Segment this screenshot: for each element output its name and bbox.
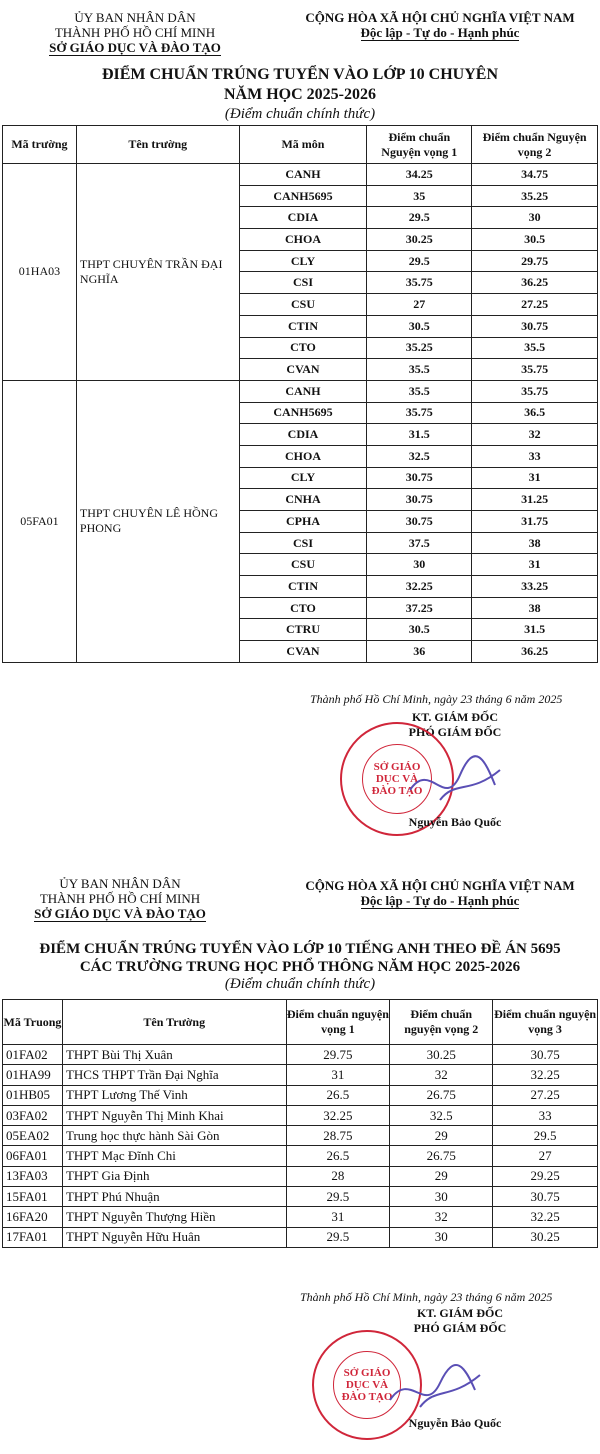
score-cell: 36.25 bbox=[472, 272, 598, 294]
score-cell: 29.25 bbox=[493, 1166, 598, 1186]
table-row bbox=[3, 1105, 598, 1125]
score-cell: 27 bbox=[367, 294, 472, 316]
score-cell: 29.75 bbox=[286, 1045, 390, 1065]
score-cell: 32.25 bbox=[286, 1105, 390, 1125]
school-code-cell: 01HB05 bbox=[3, 1085, 63, 1105]
doc2-nation-header bbox=[290, 878, 590, 909]
school-name-cell: THPT Gia Định bbox=[62, 1166, 286, 1186]
score-cell: 30.5 bbox=[472, 229, 598, 251]
score-cell: 31 bbox=[472, 554, 598, 576]
subject-code-cell: CSU bbox=[239, 294, 367, 316]
score-cell: 35.5 bbox=[367, 380, 472, 402]
header-cell: Tên trường bbox=[76, 126, 239, 164]
agency-line2: THÀNH PHỐ HỒ CHÍ MINH bbox=[54, 25, 216, 40]
school-name-cell: THPT Mạc Đĩnh Chi bbox=[62, 1146, 286, 1166]
doc1-nation-header bbox=[290, 10, 590, 41]
agency-line1: ỦY BAN NHÂN DÂN bbox=[74, 10, 196, 25]
doc2-title-line1: ĐIỂM CHUẨN TRÚNG TUYỂN VÀO LỚP 10 TIẾNG ANH THEO ĐỀ ÁN 5695 bbox=[39, 941, 561, 957]
subject-code-cell: CVAN bbox=[239, 359, 367, 381]
score-cell: 33 bbox=[493, 1105, 598, 1125]
score-cell: 31.5 bbox=[367, 424, 472, 446]
school-code-cell: 01HA99 bbox=[3, 1065, 63, 1085]
table-row bbox=[3, 1166, 598, 1186]
subject-code-cell: CANH5695 bbox=[239, 402, 367, 424]
school-name-cell: Trung học thực hành Sài Gòn bbox=[62, 1126, 286, 1146]
score-cell: 36.5 bbox=[472, 402, 598, 424]
score-cell: 36.25 bbox=[472, 641, 598, 663]
score-cell: 27.25 bbox=[493, 1085, 598, 1105]
school-code-cell: 05EA02 bbox=[3, 1126, 63, 1146]
doc1-title-line1: ĐIỂM CHUẨN TRÚNG TUYỂN VÀO LỚP 10 CHUYÊN bbox=[101, 66, 499, 83]
subject-code-cell: CANH bbox=[239, 380, 367, 402]
score-cell: 35.75 bbox=[367, 272, 472, 294]
table-row bbox=[3, 1085, 598, 1105]
score-cell: 30.75 bbox=[472, 315, 598, 337]
doc2-sign-block bbox=[385, 1306, 535, 1336]
score-cell: 32.5 bbox=[390, 1105, 493, 1125]
score-cell: 30 bbox=[390, 1227, 493, 1247]
school-code-cell: 06FA01 bbox=[3, 1146, 63, 1166]
score-cell: 30.75 bbox=[367, 489, 472, 511]
score-cell: 32.25 bbox=[367, 576, 472, 598]
sign-title2: PHÓ GIÁM ĐỐC bbox=[408, 725, 502, 739]
header-cell: Mã trường bbox=[3, 126, 77, 164]
school-name-cell: THPT Phú Nhuận bbox=[62, 1187, 286, 1207]
score-cell: 30.75 bbox=[493, 1187, 598, 1207]
doc2-date-line: Thành phố Hồ Chí Minh, ngày 23 tháng 6 năm 2025 bbox=[300, 1290, 553, 1304]
score-cell: 37.5 bbox=[367, 532, 472, 554]
score-cell: 30.25 bbox=[367, 229, 472, 251]
score-cell: 35 bbox=[367, 185, 472, 207]
subject-code-cell: CTO bbox=[239, 337, 367, 359]
school-name-cell: THPT Nguyễn Thượng Hiền bbox=[62, 1207, 286, 1227]
table-row bbox=[3, 1187, 598, 1207]
signature-scribble bbox=[380, 1345, 490, 1425]
header-cell: Điểm chuẩn nguyện vọng 2 bbox=[390, 1000, 493, 1045]
score-cell: 28 bbox=[286, 1166, 390, 1186]
doc1-agency-header bbox=[20, 10, 250, 56]
score-cell: 35.25 bbox=[367, 337, 472, 359]
school-name-cell: THPT Nguyễn Hữu Huân bbox=[62, 1227, 286, 1247]
doc1-date-line: Thành phố Hồ Chí Minh, ngày 23 tháng 6 năm 2025 bbox=[310, 692, 563, 706]
score-cell: 29.5 bbox=[286, 1187, 390, 1207]
nation-line1: CỘNG HÒA XÃ HỘI CHỦ NGHĨA VIỆT NAM bbox=[305, 10, 575, 25]
table-row bbox=[3, 1045, 598, 1065]
school-code-cell: 01HA03 bbox=[3, 164, 77, 381]
score-cell: 35.75 bbox=[472, 380, 598, 402]
school-name-cell: THPT Lương Thế Vinh bbox=[62, 1085, 286, 1105]
nation-line2: Độc lập - Tự do - Hạnh phúc bbox=[360, 25, 520, 40]
table-row bbox=[3, 164, 598, 186]
score-cell: 27.25 bbox=[472, 294, 598, 316]
score-cell: 30.75 bbox=[367, 467, 472, 489]
subject-code-cell: CLY bbox=[239, 250, 367, 272]
subject-code-cell: CVAN bbox=[239, 641, 367, 663]
subject-code-cell: CTIN bbox=[239, 315, 367, 337]
school-code-cell: 17FA01 bbox=[3, 1227, 63, 1247]
subject-code-cell: CHOA bbox=[239, 445, 367, 467]
score-cell: 31.75 bbox=[472, 511, 598, 533]
score-cell: 34.75 bbox=[472, 164, 598, 186]
header-cell: Mã Truong bbox=[3, 1000, 63, 1045]
header-cell: Điểm chuẩn nguyện vọng 1 bbox=[286, 1000, 390, 1045]
table-row bbox=[3, 1227, 598, 1247]
score-cell: 38 bbox=[472, 597, 598, 619]
score-cell: 30 bbox=[472, 207, 598, 229]
score-cell: 28.75 bbox=[286, 1126, 390, 1146]
score-cell: 32.25 bbox=[493, 1065, 598, 1085]
score-cell: 26.75 bbox=[390, 1085, 493, 1105]
school-name-cell: THPT Bùi Thị Xuân bbox=[62, 1045, 286, 1065]
score-cell: 26.75 bbox=[390, 1146, 493, 1166]
score-cell: 29.5 bbox=[286, 1227, 390, 1247]
subject-code-cell: CDIA bbox=[239, 207, 367, 229]
score-cell: 34.25 bbox=[367, 164, 472, 186]
table-row bbox=[3, 1065, 598, 1085]
doc1-title-line2: NĂM HỌC 2025-2026 bbox=[224, 86, 376, 103]
score-cell: 27 bbox=[493, 1146, 598, 1166]
school-name-cell: THPT CHUYÊN LÊ HỒNG PHONG bbox=[76, 380, 239, 662]
nation-line2: Độc lập - Tự do - Hạnh phúc bbox=[360, 893, 520, 908]
score-cell: 32.25 bbox=[493, 1207, 598, 1227]
header-cell: Điểm chuẩn nguyện vọng 3 bbox=[493, 1000, 598, 1045]
score-cell: 30.25 bbox=[493, 1227, 598, 1247]
doc1-table bbox=[2, 125, 598, 663]
school-code-cell: 15FA01 bbox=[3, 1187, 63, 1207]
school-code-cell: 13FA03 bbox=[3, 1166, 63, 1186]
school-code-cell: 01FA02 bbox=[3, 1045, 63, 1065]
subject-code-cell: CTRU bbox=[239, 619, 367, 641]
score-cell: 32 bbox=[390, 1207, 493, 1227]
school-name-cell: THCS THPT Trần Đại Nghĩa bbox=[62, 1065, 286, 1085]
subject-code-cell: CSI bbox=[239, 272, 367, 294]
sign-title2: PHÓ GIÁM ĐỐC bbox=[413, 1321, 507, 1335]
score-cell: 35.5 bbox=[472, 337, 598, 359]
score-cell: 30.75 bbox=[493, 1045, 598, 1065]
subject-code-cell: CTIN bbox=[239, 576, 367, 598]
score-cell: 30.75 bbox=[367, 511, 472, 533]
score-cell: 33.25 bbox=[472, 576, 598, 598]
subject-code-cell: CSU bbox=[239, 554, 367, 576]
score-cell: 36 bbox=[367, 641, 472, 663]
score-cell: 31 bbox=[286, 1065, 390, 1085]
table-row bbox=[3, 1207, 598, 1227]
score-cell: 30.5 bbox=[367, 619, 472, 641]
header-cell: Điểm chuẩn Nguyện vọng 2 bbox=[472, 126, 598, 164]
doc2-subtitle: (Điểm chuẩn chính thức) bbox=[224, 976, 376, 992]
score-cell: 35.5 bbox=[367, 359, 472, 381]
sign-title1: KT. GIÁM ĐỐC bbox=[411, 710, 499, 724]
score-cell: 31 bbox=[286, 1207, 390, 1227]
school-name-cell: THPT CHUYÊN TRẦN ĐẠI NGHĨA bbox=[76, 164, 239, 381]
agency-line3: SỞ GIÁO DỤC VÀ ĐÀO TẠO bbox=[49, 40, 221, 55]
subject-code-cell: CANH5695 bbox=[239, 185, 367, 207]
signature-scribble bbox=[400, 740, 510, 820]
score-cell: 30.5 bbox=[367, 315, 472, 337]
score-cell: 29 bbox=[390, 1166, 493, 1186]
score-cell: 32 bbox=[472, 424, 598, 446]
doc1-subtitle: (Điểm chuẩn chính thức) bbox=[224, 106, 376, 122]
score-cell: 26.5 bbox=[286, 1146, 390, 1166]
agency-line2: THÀNH PHỐ HỒ CHÍ MINH bbox=[39, 891, 201, 906]
score-cell: 35.75 bbox=[367, 402, 472, 424]
agency-line1: ỦY BAN NHÂN DÂN bbox=[59, 876, 181, 891]
header-cell: Tên Trường bbox=[62, 1000, 286, 1045]
subject-code-cell: CDIA bbox=[239, 424, 367, 446]
doc2-signer: Nguyễn Bảo Quốc bbox=[408, 1416, 502, 1430]
school-name-cell: THPT Nguyễn Thị Minh Khai bbox=[62, 1105, 286, 1125]
agency-line3: SỞ GIÁO DỤC VÀ ĐÀO TẠO bbox=[34, 906, 206, 921]
score-cell: 32.5 bbox=[367, 445, 472, 467]
table-header-row bbox=[3, 126, 598, 164]
stamp-center: SỞ GIÁO DỤC VÀ ĐÀO TẠO bbox=[333, 1351, 401, 1419]
score-cell: 31 bbox=[472, 467, 598, 489]
doc2-agency-header bbox=[10, 876, 230, 922]
score-cell: 31.25 bbox=[472, 489, 598, 511]
score-cell: 30.25 bbox=[390, 1045, 493, 1065]
score-cell: 37.25 bbox=[367, 597, 472, 619]
score-cell: 29.5 bbox=[367, 250, 472, 272]
subject-code-cell: CLY bbox=[239, 467, 367, 489]
school-code-cell: 03FA02 bbox=[3, 1105, 63, 1125]
score-cell: 30 bbox=[367, 554, 472, 576]
table-row bbox=[3, 1126, 598, 1146]
subject-code-cell: CHOA bbox=[239, 229, 367, 251]
score-cell: 38 bbox=[472, 532, 598, 554]
score-cell: 35.75 bbox=[472, 359, 598, 381]
table-row bbox=[3, 1146, 598, 1166]
score-cell: 29.5 bbox=[493, 1126, 598, 1146]
score-cell: 33 bbox=[472, 445, 598, 467]
score-cell: 29.75 bbox=[472, 250, 598, 272]
subject-code-cell: CPHA bbox=[239, 511, 367, 533]
score-cell: 29.5 bbox=[367, 207, 472, 229]
subject-code-cell: CSI bbox=[239, 532, 367, 554]
score-cell: 29 bbox=[390, 1126, 493, 1146]
doc1-signer: Nguyễn Bảo Quốc bbox=[408, 815, 502, 829]
subject-code-cell: CNHA bbox=[239, 489, 367, 511]
table-row bbox=[3, 380, 598, 402]
stamp-center: SỞ GIÁO DỤC VÀ ĐÀO TẠO bbox=[362, 744, 432, 814]
sign-title1: KT. GIÁM ĐỐC bbox=[416, 1306, 504, 1320]
score-cell: 35.25 bbox=[472, 185, 598, 207]
score-cell: 26.5 bbox=[286, 1085, 390, 1105]
subject-code-cell: CTO bbox=[239, 597, 367, 619]
score-cell: 31.5 bbox=[472, 619, 598, 641]
subject-code-cell: CANH bbox=[239, 164, 367, 186]
header-cell: Điểm chuẩn Nguyện vọng 1 bbox=[367, 126, 472, 164]
school-code-cell: 05FA01 bbox=[3, 380, 77, 662]
doc2-title-line2: CÁC TRƯỜNG TRUNG HỌC PHỔ THÔNG NĂM HỌC 2025-2026 bbox=[79, 959, 521, 975]
school-code-cell: 16FA20 bbox=[3, 1207, 63, 1227]
doc2-table bbox=[2, 999, 598, 1248]
header-cell: Mã môn bbox=[239, 126, 367, 164]
nation-line1: CỘNG HÒA XÃ HỘI CHỦ NGHĨA VIỆT NAM bbox=[305, 878, 575, 893]
table-header-row bbox=[3, 1000, 598, 1045]
score-cell: 32 bbox=[390, 1065, 493, 1085]
score-cell: 30 bbox=[390, 1187, 493, 1207]
